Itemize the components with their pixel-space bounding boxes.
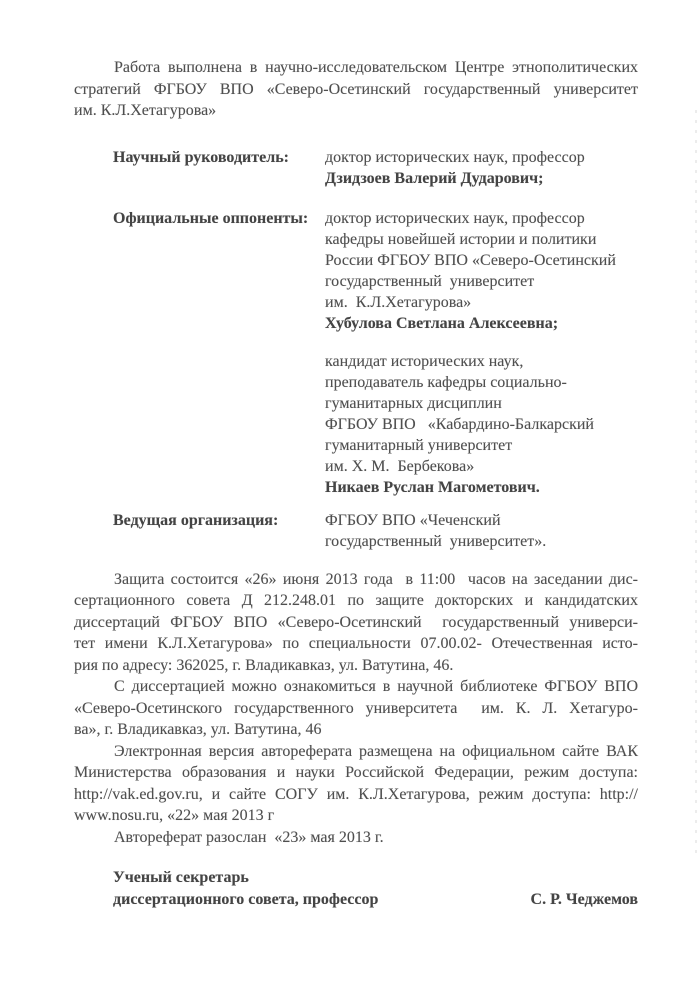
affiliation-line: им. К.Л.Хетагурова» — [74, 102, 217, 119]
supervisor-name: Дзидзоев Валерий Дударович; — [325, 169, 544, 187]
signature-role-line: Ученый секретарь — [113, 869, 249, 886]
leading-organization-line: государственный университет». — [325, 532, 547, 550]
opponent1-line: кафедры новейшей истории и политики — [325, 230, 597, 248]
opponent1-line: доктор исторических наук, профессор — [325, 209, 585, 227]
opponent2-line: преподаватель кафедры социально- — [325, 373, 567, 391]
affiliation-paragraph — [74, 57, 638, 122]
page-content — [74, 57, 638, 911]
defense-paragraph-1 — [74, 569, 638, 677]
opponent1-name: Хубулова Светлана Алексеевна; — [325, 314, 559, 332]
signature-block — [74, 867, 638, 911]
supervisor-row — [74, 147, 638, 189]
body-line: «Северо-Осетинского государственного университета им. К. Л. Хетагуро- — [74, 699, 638, 717]
opponent2-line: ФГБОУ ВПО «Кабардино-Балкарский — [325, 415, 594, 433]
body-line: Защита состоится «26» июня 2013 года в 11:00 часов на заседании дис- — [114, 570, 638, 588]
body-line: сертационного совета Д 212.248.01 по защите докторских и кандидатских — [74, 592, 638, 609]
opponent2-line: гуманитарный университет — [325, 436, 513, 454]
opponent2-row — [74, 351, 638, 498]
defense-info — [74, 569, 638, 849]
defense-paragraph-4 — [74, 827, 638, 849]
affiliation-line: стратегий ФГБОУ ВПО «Северо-Осетинский государственный университет — [74, 80, 638, 98]
body-line: Автореферат разослан «23» мая 2013 г. — [114, 828, 384, 846]
body-line: http://vak.ed.gov.ru, и сайте СОГУ им. К.Л.Хетагурова, режим доступа: http:// — [74, 785, 638, 803]
body-line: С диссертацией можно ознакомиться в научной библиотеке ФГБОУ ВПО — [114, 678, 638, 695]
opponents-label: Официальные оппоненты: — [113, 209, 309, 227]
signature-role — [113, 867, 378, 911]
opponent2-line: кандидат исторических наук, — [325, 352, 524, 370]
defense-paragraph-2 — [74, 676, 638, 741]
signature-role-line: диссертационного совета, профессор — [113, 891, 379, 908]
leading-organization-line: ФГБОУ ВПО «Чеченский — [325, 511, 501, 529]
opponent1-line: государственный университет — [325, 272, 535, 290]
body-line: Электронная версия автореферата размещена на официальном сайте ВАК — [114, 742, 638, 760]
supervisor-degree-line: доктор исторических наук, профессор — [325, 148, 585, 166]
opponent2-line: им. Х. М. Бербекова» — [325, 457, 475, 475]
scan-edge-artifact — [695, 110, 697, 855]
defense-paragraph-3 — [74, 741, 638, 827]
signature-name: С. Р. Чеджемов — [530, 891, 638, 908]
opponents-row — [74, 208, 638, 334]
opponent2-name: Никаев Руслан Магометович. — [325, 478, 540, 496]
body-line: ва», г. Владикавказ, ул. Ватутина, 46 — [74, 721, 322, 738]
opponent2-line: гуманитарных дисциплин — [325, 394, 502, 412]
body-line: www.nosu.ru, «22» мая 2013 г — [74, 807, 275, 824]
opponent1-value — [325, 208, 638, 334]
supervisor-label: Научный руководитель: — [113, 148, 289, 166]
opponent1-line: им. К.Л.Хетагурова» — [325, 293, 472, 311]
body-line: тет имени К.Л.Хетагурова» по специальности 07.00.02- Отечественная исто- — [74, 635, 638, 652]
body-line: Министерства образования и науки Российской Федерации, режим доступа: — [74, 764, 638, 781]
leading-organization-value — [325, 510, 638, 552]
leading-organization-row — [74, 510, 638, 552]
supervisor-value — [325, 147, 638, 189]
opponent1-line: России ФГБОУ ВПО «Северо-Осетинский — [325, 251, 616, 269]
body-line: рия по адресу: 362025, г. Владикавказ, ул. Ватутина, 46. — [74, 656, 454, 674]
body-line: диссертаций ФГБОУ ВПО «Северо-Осетинский государственный универси- — [74, 613, 638, 631]
opponent2-value — [325, 351, 638, 498]
affiliation-line: Работа выполнена в научно-исследовательском Центре этнополитических — [114, 59, 638, 76]
leading-organization-label: Ведущая организация: — [113, 511, 279, 529]
